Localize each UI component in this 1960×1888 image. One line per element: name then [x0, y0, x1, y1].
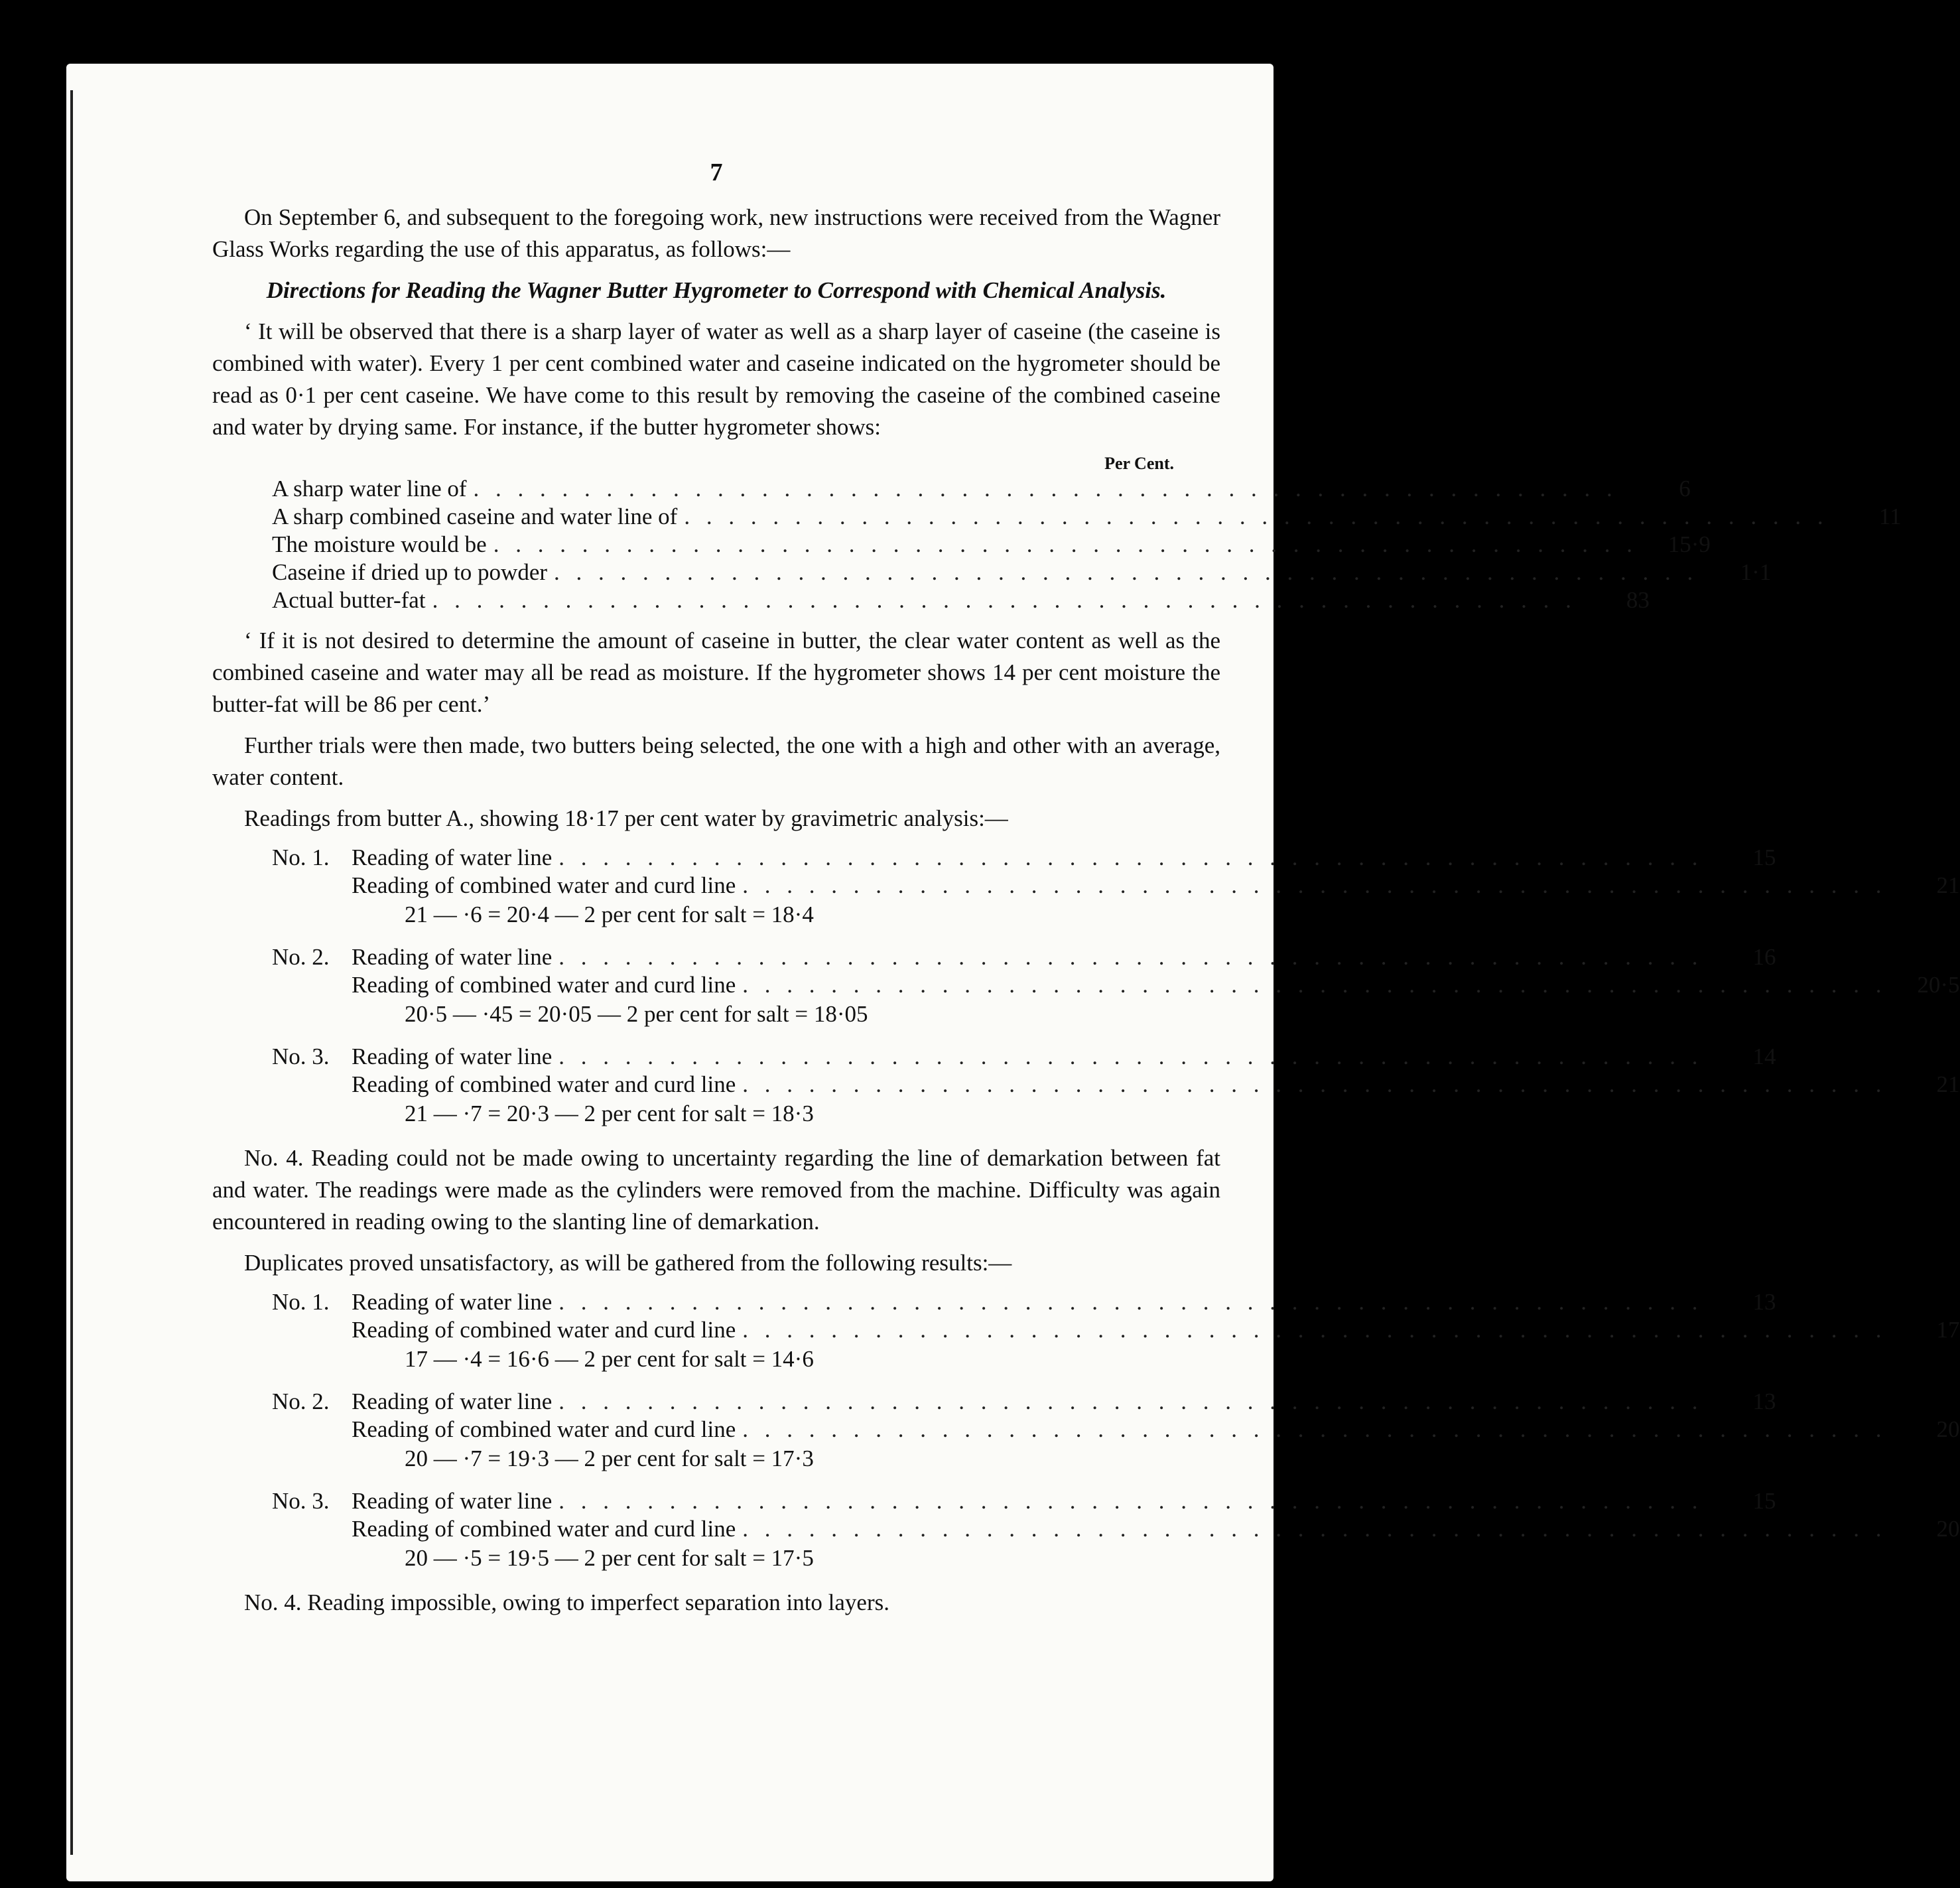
table-row [272, 531, 1711, 559]
combined-line-value: 21 [1936, 872, 1960, 898]
leader-dots: . . . . . . . . . . . . . . . . . . . . . . . . . . . . . . . . . . . . . . . . . . . . . . . . . . . . [493, 531, 1638, 557]
table-column-header: Per Cent. [1104, 454, 1174, 473]
combined-line-label: Reading of combined water and curd line [352, 872, 736, 898]
leader-dots: . . . . . . . . . . . . . . . . . . . . . . . . . . . . . . . . . . . . . . . . . . . . . . . . . . . . [742, 1317, 1887, 1343]
row-label: The moisture would be [272, 531, 487, 557]
water-line-label: Reading of water line [352, 944, 553, 970]
water-line-row [272, 844, 1776, 872]
binding-edge [70, 90, 73, 1855]
leader-dots: . . . . . . . . . . . . . . . . . . . . . . . . . . . . . . . . . . . . . . . . . . . . . . . . . . . . [554, 559, 1699, 585]
calculation-line: 20 — ·7 = 19·3 — 2 per cent for salt = 17·3 [405, 1446, 814, 1471]
quote-paragraph-1: ‘ It will be observed that there is a sharp layer of water as well as a sharp layer of caseine (the caseine is combined with water). Every 1 per cent combined water and caseine indicated on the hygrometer should be read as 0·1 per cent caseine. We have come to this result by removing the caseine of the combined caseine and water by drying same. For instance, if the butter hygrometer shows: [212, 318, 1220, 440]
calculation-line: 21 — ·7 = 20·3 — 2 per cent for salt = 18·3 [405, 1101, 814, 1126]
combined-line-row [272, 1515, 1960, 1543]
table-row [272, 503, 1902, 531]
row-label: A sharp water line of [272, 476, 467, 502]
calculation-line: 20 — ·5 = 19·5 — 2 per cent for salt = 17·5 [405, 1545, 814, 1571]
leader-dots: . . . . . . . . . . . . . . . . . . . . . . . . . . . . . . . . . . . . . . . . . . . . . . . . . . . . [558, 1044, 1703, 1069]
combined-line-label: Reading of combined water and curd line [352, 1317, 736, 1343]
leader-dots: . . . . . . . . . . . . . . . . . . . . . . . . . . . . . . . . . . . . . . . . . . . . . . . . . . . . [558, 844, 1703, 870]
reading-block [212, 844, 1960, 930]
butter-a-readings [212, 844, 1960, 1129]
row-value: 6 [1679, 476, 1691, 502]
page-content [212, 157, 1960, 1628]
hygrometer-example-table [212, 452, 1902, 614]
reading-number: No. 3. [272, 1488, 330, 1514]
final-line: No. 4. Reading impossible, owing to imperfect separation into layers. [244, 1589, 889, 1615]
row-label: A sharp combined caseine and water line of [272, 504, 678, 529]
combined-line-label: Reading of combined water and curd line [352, 1516, 736, 1542]
combined-line-value: 20 [1936, 1416, 1960, 1442]
leader-dots: . . . . . . . . . . . . . . . . . . . . . . . . . . . . . . . . . . . . . . . . . . . . . . . . . . . . [742, 972, 1887, 998]
water-line-value: 13 [1752, 1388, 1776, 1414]
page-number: 7 [710, 159, 723, 186]
calculation-line: 21 — ·6 = 20·4 — 2 per cent for salt = 18·4 [405, 902, 814, 927]
no4-paragraph: No. 4. Reading could not be made owing to uncertainty regarding the line of demarkation between fat and water. The readings were made as the cylinders were removed from the machine. Difficulty was again encountered in reading owing to the slanting line of demarkation. [212, 1145, 1220, 1235]
combined-line-row [272, 1316, 1960, 1344]
leader-dots: . . . . . . . . . . . . . . . . . . . . . . . . . . . . . . . . . . . . . . . . . . . . . . . . . . . . [742, 1516, 1887, 1542]
leader-dots: . . . . . . . . . . . . . . . . . . . . . . . . . . . . . . . . . . . . . . . . . . . . . . . . . . . . [432, 587, 1577, 613]
combined-line-label: Reading of combined water and curd line [352, 1416, 736, 1442]
table-rows [272, 475, 1902, 614]
duplicate-readings [212, 1288, 1960, 1574]
leader-dots: . . . . . . . . . . . . . . . . . . . . . . . . . . . . . . . . . . . . . . . . . . . . . . . . . . . . [684, 504, 1829, 529]
water-line-value: 16 [1752, 944, 1776, 970]
water-line-row [272, 1288, 1776, 1316]
combined-line-row [272, 1416, 1960, 1444]
water-line-row [272, 1043, 1776, 1071]
leader-dots: . . . . . . . . . . . . . . . . . . . . . . . . . . . . . . . . . . . . . . . . . . . . . . . . . . . . [558, 944, 1703, 970]
trials-paragraph: Further trials were then made, two butters being selected, the one with a high and other with an average, water content. [212, 732, 1220, 790]
reading-number: No. 1. [272, 1289, 330, 1315]
row-value: 1·1 [1740, 559, 1772, 585]
leader-dots: . . . . . . . . . . . . . . . . . . . . . . . . . . . . . . . . . . . . . . . . . . . . . . . . . . . . [742, 872, 1887, 898]
water-line-label: Reading of water line [352, 1044, 553, 1069]
row-value: 11 [1878, 504, 1902, 529]
leader-dots: . . . . . . . . . . . . . . . . . . . . . . . . . . . . . . . . . . . . . . . . . . . . . . . . . . . . [473, 476, 1618, 502]
water-line-label: Reading of water line [352, 1289, 553, 1315]
section-heading: Directions for Reading the Wagner Butter Hygrometer to Correspond with Chemical Analysis. [266, 277, 1167, 303]
water-line-row [272, 1487, 1776, 1515]
calculation-line: 17 — ·4 = 16·6 — 2 per cent for salt = 14·6 [405, 1346, 814, 1372]
combined-line-value: 20 [1936, 1516, 1960, 1542]
row-value: 83 [1626, 587, 1650, 613]
combined-line-row [272, 971, 1960, 999]
water-line-row [272, 943, 1776, 971]
combined-line-value: 21 [1936, 1071, 1960, 1097]
reading-number: No. 2. [272, 944, 330, 970]
reading-block [212, 943, 1960, 1030]
water-line-value: 14 [1752, 1044, 1776, 1069]
water-line-value: 15 [1752, 1488, 1776, 1514]
butter-a-intro: Readings from butter A., showing 18·17 per cent water by gravimetric analysis:— [244, 805, 1008, 831]
calculation-line: 20·5 — ·45 = 20·05 — 2 per cent for salt = 18·05 [405, 1001, 868, 1027]
document-page [66, 64, 1960, 1881]
leader-dots: . . . . . . . . . . . . . . . . . . . . . . . . . . . . . . . . . . . . . . . . . . . . . . . . . . . . [558, 1289, 1703, 1315]
table-row [272, 586, 1650, 614]
water-line-value: 15 [1752, 844, 1776, 870]
reading-number: No. 1. [272, 844, 330, 870]
reading-number: No. 3. [272, 1044, 330, 1069]
leader-dots: . . . . . . . . . . . . . . . . . . . . . . . . . . . . . . . . . . . . . . . . . . . . . . . . . . . . [742, 1071, 1887, 1097]
water-line-label: Reading of water line [352, 1488, 553, 1514]
reading-block [212, 1487, 1960, 1574]
combined-line-value: 20·5 [1917, 972, 1960, 998]
water-line-value: 13 [1752, 1289, 1776, 1315]
table-row [272, 475, 1691, 503]
combined-line-label: Reading of combined water and curd line [352, 1071, 736, 1097]
reading-block [212, 1388, 1960, 1474]
leader-dots: . . . . . . . . . . . . . . . . . . . . . . . . . . . . . . . . . . . . . . . . . . . . . . . . . . . . [558, 1488, 1703, 1514]
row-label: Caseine if dried up to powder [272, 559, 548, 585]
reading-block [212, 1043, 1960, 1129]
quote-paragraph-2: ‘ If it is not desired to determine the amount of caseine in butter, the clear water content as well as the combined caseine and water may all be read as moisture. If the hygrometer shows 14 per cent moisture the butter-fat will be 86 per cent.’ [212, 628, 1220, 717]
water-line-label: Reading of water line [352, 844, 553, 870]
duplicates-intro: Duplicates proved unsatisfactory, as will be gathered from the following results:— [244, 1250, 1012, 1276]
combined-line-label: Reading of combined water and curd line [352, 972, 736, 998]
leader-dots: . . . . . . . . . . . . . . . . . . . . . . . . . . . . . . . . . . . . . . . . . . . . . . . . . . . . [558, 1388, 1703, 1414]
reading-number: No. 2. [272, 1388, 330, 1414]
water-line-label: Reading of water line [352, 1388, 553, 1414]
row-label: Actual butter-fat [272, 587, 426, 613]
intro-paragraph: On September 6, and subsequent to the foregoing work, new instructions were received from the Wagner Glass Works regarding the use of this apparatus, as follows:— [212, 204, 1220, 262]
row-value: 15·9 [1667, 531, 1711, 557]
leader-dots: . . . . . . . . . . . . . . . . . . . . . . . . . . . . . . . . . . . . . . . . . . . . . . . . . . . . [742, 1416, 1887, 1442]
combined-line-row [272, 1071, 1960, 1099]
combined-line-value: 17 [1936, 1317, 1960, 1343]
water-line-row [272, 1388, 1776, 1416]
reading-block [212, 1288, 1960, 1375]
table-row [272, 559, 1772, 586]
combined-line-row [272, 872, 1960, 900]
